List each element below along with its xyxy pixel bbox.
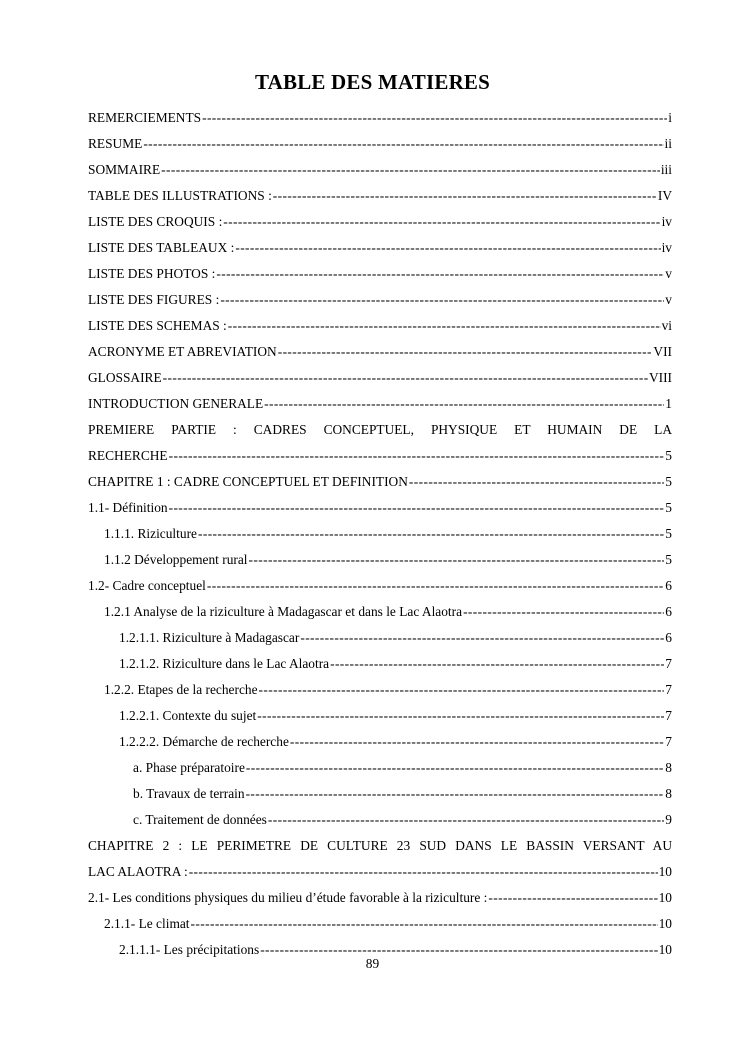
toc-leader	[161, 157, 660, 183]
toc-leader	[264, 391, 664, 417]
toc-leader	[189, 859, 658, 885]
toc-entry	[88, 677, 672, 703]
toc-entry	[88, 547, 672, 573]
toc-entry	[88, 105, 672, 131]
toc-entry-page: i	[668, 110, 672, 125]
toc-entry	[88, 625, 672, 651]
toc-entry-page: 7	[665, 708, 672, 723]
toc-entry-page: iii	[660, 162, 672, 177]
toc-entry	[88, 469, 672, 495]
toc-leader	[223, 209, 660, 235]
toc-entry	[88, 157, 672, 183]
toc-entry-page: 10	[658, 890, 672, 905]
toc-entry-label: LISTE DES TABLEAUX :	[88, 240, 235, 255]
toc-entry	[88, 443, 672, 469]
toc-leader	[216, 261, 664, 287]
toc-entry-label: ACRONYME ET ABREVIATION	[88, 344, 277, 359]
toc-leader	[278, 339, 653, 365]
toc-leader	[257, 703, 664, 729]
toc-leader	[268, 807, 664, 833]
toc-entry-label: 1.1- Définition	[88, 500, 168, 515]
toc-leader	[249, 547, 665, 573]
toc-entry-label: 1.2.2.1. Contexte du sujet	[119, 708, 257, 723]
toc-entry-label: GLOSSAIRE	[88, 370, 162, 385]
toc-entry-page: VIII	[648, 370, 672, 385]
toc-entry-page: 6	[665, 630, 672, 645]
toc-entry-page: 5	[665, 448, 672, 463]
toc-entry-label: a. Phase préparatoire	[133, 760, 245, 775]
toc-entry-page: 7	[665, 734, 672, 749]
toc-leader	[202, 105, 667, 131]
toc-entry-page: 6	[665, 604, 672, 619]
toc-leader	[191, 911, 658, 937]
toc-entry-page: v	[665, 292, 672, 307]
page-title: TABLE DES MATIERES	[254, 70, 491, 94]
toc-entry-label: SOMMAIRE	[88, 162, 161, 177]
toc-leader	[169, 495, 665, 521]
toc-entry	[88, 651, 672, 677]
toc-entry-page: 8	[665, 786, 672, 801]
toc-entry-page: 6	[665, 578, 672, 593]
toc-entry-label: RESUME	[88, 136, 143, 151]
toc-entry	[88, 235, 672, 261]
toc-leader	[330, 651, 664, 677]
toc-entry-label: CHAPITRE 1 : CADRE CONCEPTUEL ET DEFINITION	[88, 474, 408, 489]
toc-entry-page: v	[665, 266, 672, 281]
toc-leader	[273, 183, 657, 209]
toc-entry-page: 8	[665, 760, 672, 775]
toc-entry	[88, 521, 672, 547]
toc-entry	[88, 833, 672, 859]
toc-entry-label: LISTE DES SCHEMAS :	[88, 318, 227, 333]
toc-leader	[463, 599, 664, 625]
toc-entry-label: 1.2.2. Etapes de la recherche	[104, 682, 258, 697]
toc-entry-page: iv	[661, 214, 672, 229]
toc-leader	[300, 625, 664, 651]
toc-entry	[88, 339, 672, 365]
toc-entry-page: 7	[665, 682, 672, 697]
toc-entry-label: 1.2.2.2. Démarche de recherche	[119, 734, 289, 749]
toc-leader	[488, 885, 657, 911]
toc-entry-page: 5	[665, 552, 672, 567]
toc-entry-page: vi	[661, 318, 672, 333]
toc-entry	[88, 859, 672, 885]
toc-entry-label: PREMIERE PARTIE : CADRES CONCEPTUEL, PHYSIQUE ET HUMAIN DE LA	[88, 422, 672, 437]
toc-entry-label: 2.1.1- Le climat	[104, 916, 190, 931]
toc-entry-label: LISTE DES CROQUIS :	[88, 214, 223, 229]
table-of-contents	[88, 105, 672, 963]
toc-leader	[220, 287, 664, 313]
toc-leader	[259, 677, 665, 703]
toc-entry	[88, 807, 672, 833]
toc-entry-page: 9	[665, 812, 672, 827]
toc-entry-page: 7	[665, 656, 672, 671]
toc-entry	[88, 573, 672, 599]
toc-entry	[88, 365, 672, 391]
toc-entry	[88, 417, 672, 443]
toc-entry	[88, 261, 672, 287]
toc-entry-label: 1.2.1 Analyse de la riziculture à Madagascar et dans le Lac Alaotra	[104, 604, 463, 619]
toc-entry-label: 2.1.1.1- Les précipitations	[119, 942, 260, 957]
toc-leader	[163, 365, 648, 391]
toc-leader	[409, 469, 664, 495]
toc-entry-label: LISTE DES FIGURES :	[88, 292, 220, 307]
toc-entry-label: 1.2.1.1. Riziculture à Madagascar	[119, 630, 300, 645]
toc-leader	[169, 443, 665, 469]
toc-entry-page: ii	[664, 136, 672, 151]
toc-entry-label: 1.1.2 Développement rural	[104, 552, 248, 567]
toc-entry-page: 5	[665, 474, 672, 489]
toc-leader	[246, 755, 664, 781]
toc-entry	[88, 885, 672, 911]
toc-entry-label: LISTE DES PHOTOS :	[88, 266, 216, 281]
toc-entry	[88, 313, 672, 339]
toc-entry-page: 10	[658, 942, 672, 957]
toc-entry-page: 5	[665, 500, 672, 515]
toc-entry-label: 1.1.1. Riziculture	[104, 526, 197, 541]
toc-entry-label: INTRODUCTION GENERALE	[88, 396, 264, 411]
toc-entry-label: b. Travaux de terrain	[133, 786, 245, 801]
toc-leader	[290, 729, 664, 755]
toc-entry	[88, 703, 672, 729]
page-number: 89	[365, 956, 380, 971]
toc-entry	[88, 729, 672, 755]
toc-entry	[88, 131, 672, 157]
toc-entry-page: VII	[653, 344, 672, 359]
toc-entry-label: 1.2.1.2. Riziculture dans le Lac Alaotra	[119, 656, 330, 671]
toc-leader	[143, 131, 663, 157]
toc-entry-label: CHAPITRE 2 : LE PERIMETRE DE CULTURE 23 SUD DANS LE BASSIN VERSANT AU	[88, 838, 672, 853]
toc-entry-label: c. Traitement de données	[133, 812, 267, 827]
toc-entry-label: REMERCIEMENTS	[88, 110, 202, 125]
toc-entry	[88, 495, 672, 521]
toc-entry-page: IV	[657, 188, 672, 203]
toc-leader	[246, 781, 665, 807]
toc-leader	[235, 235, 660, 261]
toc-entry-page: iv	[661, 240, 672, 255]
toc-leader	[228, 313, 661, 339]
toc-entry	[88, 391, 672, 417]
toc-entry	[88, 599, 672, 625]
toc-entry	[88, 209, 672, 235]
toc-entry-page: 5	[665, 526, 672, 541]
toc-entry-label: LAC ALAOTRA :	[88, 864, 188, 879]
toc-entry	[88, 911, 672, 937]
toc-entry	[88, 287, 672, 313]
toc-entry	[88, 781, 672, 807]
toc-entry-label: TABLE DES ILLUSTRATIONS :	[88, 188, 272, 203]
toc-entry	[88, 755, 672, 781]
toc-entry	[88, 183, 672, 209]
toc-leader	[207, 573, 664, 599]
toc-entry-label: 2.1- Les conditions physiques du milieu d’étude favorable à la riziculture :	[88, 890, 488, 905]
toc-entry-page: 1	[665, 396, 672, 411]
toc-entry-page: 10	[658, 864, 672, 879]
toc-entry-label: RECHERCHE	[88, 448, 168, 463]
toc-entry-page: 10	[658, 916, 672, 931]
toc-entry-label: 1.2- Cadre conceptuel	[88, 578, 206, 593]
toc-leader	[198, 521, 664, 547]
